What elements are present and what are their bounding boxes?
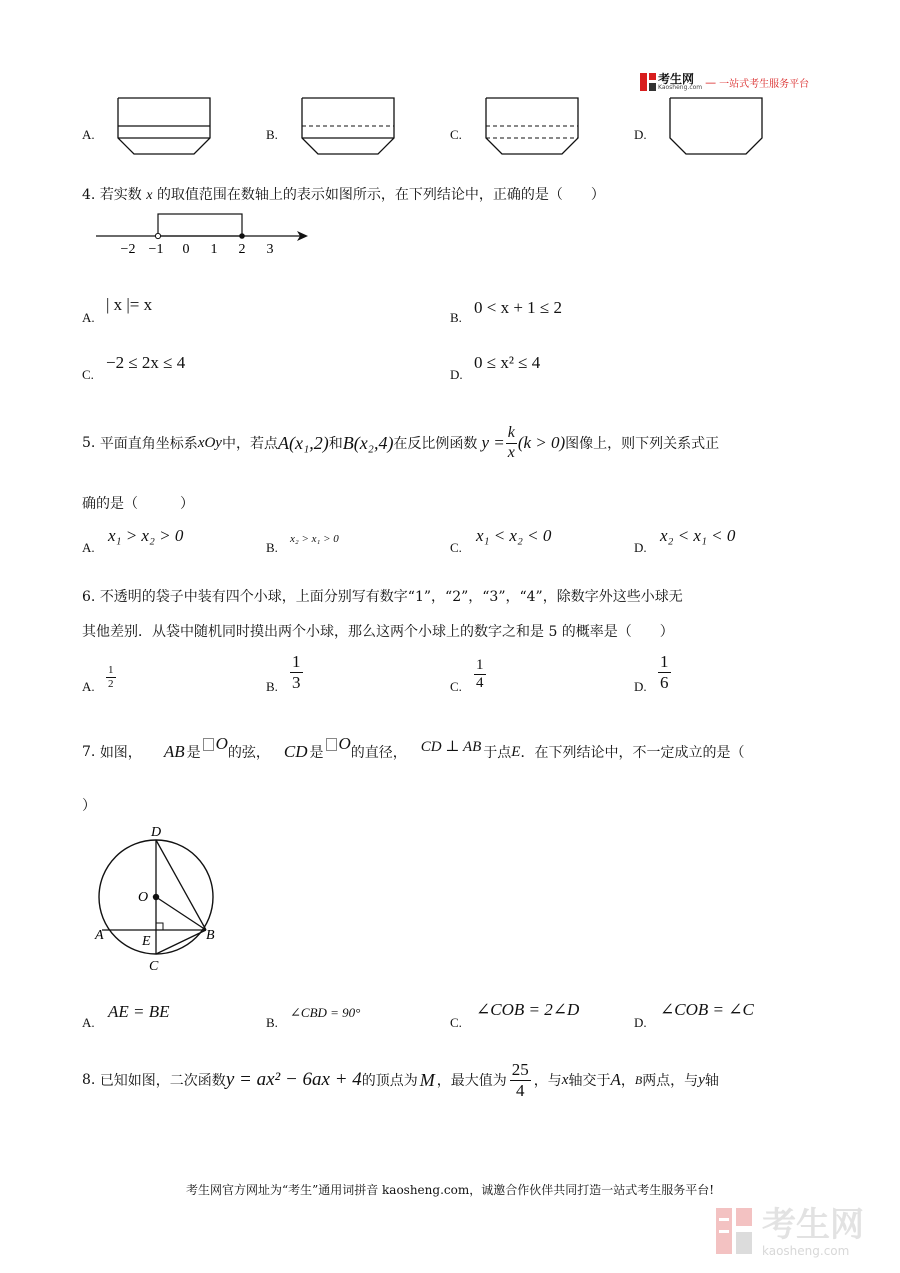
q5-option-b-label[interactable]: B. (266, 540, 278, 555)
q4-option-c-expr: −2 ≤ 2x ≤ 4 (106, 353, 186, 372)
q5-stem-line2: 确的是（ ） (82, 496, 194, 512)
q4-option-d-label[interactable]: D. (450, 367, 463, 382)
q7-number: 7. (82, 744, 96, 760)
q4-option-a-expr: | x |= x (106, 295, 153, 314)
logo-mark-icon (640, 73, 656, 91)
q7-option-b-expr: ∠CBD = 90° (290, 1005, 361, 1020)
q5-number: 5. (82, 435, 96, 451)
q6-option-b-frac: $\frac{1}{3}$ (292, 652, 301, 692)
q7-option-a-label[interactable]: A. (82, 1015, 95, 1030)
q7-option-c-label[interactable]: C. (450, 1015, 462, 1030)
fig-label-d: D (151, 825, 162, 840)
q3-option-d-label[interactable]: D. (634, 127, 647, 142)
logo-slogan: 一站式考生服务平台 (719, 78, 810, 90)
axis-tick-neg2: −2 (120, 242, 136, 257)
q4-stem: 4. 若实数 x 的取值范围在数轴上的表示如图所示，在下列结论中，正确的是（ ） (82, 187, 605, 203)
fig-label-c: C (149, 959, 159, 974)
q5-option-a-expr: x₁ > x₂ > 0 (108, 526, 184, 545)
axis-tick-3: 3 (266, 242, 274, 257)
q6-option-a-label[interactable]: A. (82, 679, 95, 694)
q3-figure-c (484, 96, 580, 158)
q7-stem-line1: 7. 如图， AB 是 O 的弦， CD 是 O 的直径， CD ⊥ AB 于点 E ．在下列结论中，不一定成立的是（ (82, 734, 745, 761)
q4-option-d-expr: 0 ≤ x² ≤ 4 (474, 353, 541, 372)
q7-option-d-expr: ∠COB = ∠C (660, 1000, 754, 1019)
q7-option-c-expr: ∠COB = 2∠D (476, 1000, 580, 1019)
footer-text: 考生网官方网址为“考生”通用词拼音 kaosheng.com，诚邀合作伙伴共同打造一站式考生服务平台! (185, 1183, 715, 1197)
circle-symbol-icon (326, 738, 337, 751)
header-logo[interactable] (640, 72, 809, 92)
q7-circle-figure (92, 822, 216, 974)
fig-label-o: O (138, 890, 149, 905)
q3-figure-a (116, 96, 212, 158)
q7-option-a-expr: AE = BE (108, 1002, 170, 1021)
q3-option-b-label[interactable]: B. (266, 127, 278, 142)
q6-option-d-label[interactable]: D. (634, 679, 647, 694)
q8-number: 8. (82, 1072, 96, 1088)
logo-domain: Kaosheng.com (658, 84, 703, 91)
q5-option-d-expr: x₂ < x₁ < 0 (660, 526, 736, 545)
q6-option-a-frac: $\frac{1}{2}$ (108, 664, 114, 690)
circle-symbol-icon (203, 738, 214, 751)
q6-stem-line1: 6. 不透明的袋子中装有四个小球，上面分别写有数字“1”，“2”，“3”，“4”，除数字外这些小球无 (82, 589, 683, 605)
axis-tick-neg1: −1 (148, 242, 164, 257)
q6-option-d-frac: $\frac{1}{6}$ (660, 652, 669, 692)
q5-option-b-expr: x₂ > x₁ > 0 (290, 533, 339, 545)
logo-divider: — (705, 75, 717, 89)
q5-option-c-expr: x₁ < x₂ < 0 (476, 526, 552, 545)
axis-tick-1: 1 (210, 242, 218, 257)
q5-option-c-label[interactable]: C. (450, 540, 462, 555)
q3-figure-d (668, 96, 764, 158)
q4-option-a-label[interactable]: A. (82, 310, 95, 325)
q5-stem-line1: 5. 平面直角坐标系 xOy 中，若点 A(x₁,2) 和 B(x₂,4) 在反比例函数 y = $\frac{k}{x}$ (k > 0) 图像上，则下列关系式正 (82, 424, 720, 461)
q8-stem: 8. 已知如图，二次函数 y = ax² − 6ax + 4 的顶点为 M ，最大值为 $\frac{25}{4}$ ，与 x 轴交于 A ， B 两点，与 y 轴 (82, 1059, 719, 1100)
q6-option-c-label[interactable]: C. (450, 679, 462, 694)
q3-option-c-label[interactable]: C. (450, 127, 462, 142)
fig-label-b: B (206, 928, 215, 943)
q4-option-b-expr: 0 < x + 1 ≤ 2 (474, 298, 563, 317)
axis-tick-0: 0 (182, 242, 190, 257)
q5-func-fraction: $\frac{k}{x}$ (507, 424, 515, 461)
fig-label-e: E (142, 934, 151, 949)
q3-figure-b (300, 96, 396, 158)
fig-label-a: A (95, 928, 104, 943)
q5-option-d-label[interactable]: D. (634, 540, 647, 555)
q4-option-c-label[interactable]: C. (82, 367, 94, 382)
watermark-cn: 考生网 (762, 1205, 864, 1245)
q8-max-fraction: $\frac{25}{4}$ (511, 1059, 529, 1100)
q6-stem-line2: 其他差别．从袋中随机同时摸出两个小球，那么这两个小球上的数字之和是 5 的概率是（ ） (82, 624, 674, 640)
watermark-logo-icon (716, 1208, 756, 1254)
q3-option-a-label[interactable]: A. (82, 127, 95, 142)
q7-option-b-label[interactable]: B. (266, 1015, 278, 1030)
axis-tick-2: 2 (238, 242, 246, 257)
q6-option-b-label[interactable]: B. (266, 679, 278, 694)
q4-number: 4. (82, 187, 96, 203)
q4-number-line (94, 210, 310, 258)
q4-var-x: x (146, 188, 153, 203)
q6-number: 6. (82, 589, 96, 605)
q7-stem-line2: ） (82, 798, 96, 814)
logo-brand: 考生网 (658, 72, 695, 86)
q6-option-c-frac: $\frac{1}{4}$ (476, 657, 484, 692)
footer-watermark (716, 1205, 864, 1258)
q4-option-b-label[interactable]: B. (450, 310, 462, 325)
q7-option-d-label[interactable]: D. (634, 1015, 647, 1030)
watermark-en: kaosheng.com (762, 1244, 850, 1258)
q5-option-a-label[interactable]: A. (82, 540, 95, 555)
q8-function: y = ax² − 6ax + 4 (225, 1069, 362, 1090)
